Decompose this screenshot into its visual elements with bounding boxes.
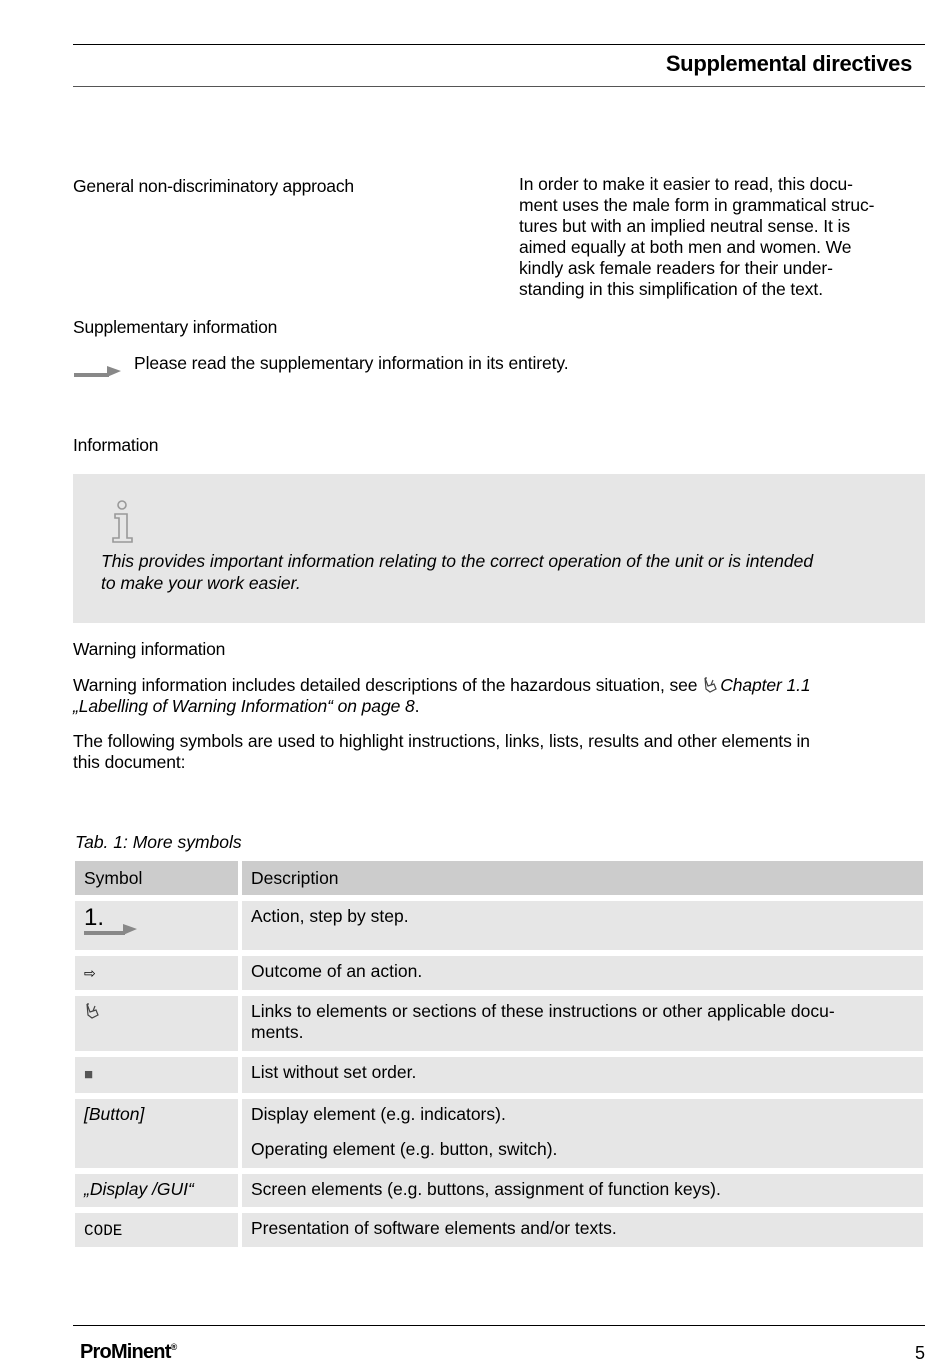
- table-header-symbol: [75, 861, 238, 895]
- display-gui-symbol-text: „Display /GUI“: [84, 1179, 194, 1199]
- header-rule-bottom: [73, 86, 925, 87]
- supplementary-heading: Supplementary information: [73, 317, 278, 337]
- general-line: standing in this simplification of the text.: [519, 279, 823, 299]
- supplementary-text: Please read the supplementary information in its entirety.: [134, 353, 569, 373]
- general-line: ment uses the male form in grammatical struc-: [519, 195, 875, 215]
- table-row-symbol: [75, 996, 238, 1051]
- description-line: List without set order.: [251, 1062, 417, 1082]
- prominent-logo: [80, 1341, 176, 1364]
- general-line: kindly ask female readers for their under-: [519, 258, 833, 278]
- table-row-description: [242, 1057, 923, 1093]
- logo-text: ProMinent: [80, 1341, 171, 1363]
- general-heading-text: General non-discriminatory approach: [73, 176, 354, 196]
- info-icon: [110, 500, 136, 544]
- description-line: Presentation of software elements and/or texts.: [251, 1218, 617, 1238]
- warning-text: Warning information includes detailed descriptions of the hazardous situation, see: [73, 675, 703, 695]
- general-line: aimed equally at both men and women. We: [519, 237, 852, 257]
- following-paragraph: [73, 731, 925, 773]
- table-row-description: [242, 1213, 923, 1247]
- warning-line-1: [73, 675, 925, 696]
- logo-registered-mark: ®: [170, 1342, 177, 1352]
- footer-rule: [73, 1325, 925, 1326]
- information-box: [73, 474, 925, 623]
- warning-heading: Warning information: [73, 639, 226, 659]
- table-row-description: [242, 901, 923, 950]
- table-row-symbol: [75, 1174, 238, 1207]
- table-row-symbol: [75, 901, 238, 950]
- table-row-description: [242, 1174, 923, 1207]
- description-line: Action, step by step.: [251, 906, 409, 926]
- description-line: Links to elements or sections of these instructions or other applicable docu-: [251, 1001, 835, 1021]
- step-number: 1.: [84, 904, 105, 931]
- table-caption: Tab. 1: More symbols: [75, 832, 242, 852]
- table-row-symbol: [75, 1057, 238, 1093]
- link-hand-icon: [702, 677, 720, 693]
- link-hand-icon: [84, 1003, 102, 1019]
- arrow-right-icon: [73, 360, 123, 380]
- information-text: [101, 550, 901, 594]
- header-symbol-text: Symbol: [84, 868, 143, 888]
- header-rule-top: [73, 44, 925, 45]
- information-line: This provides important information relating to the correct operation of the unit or is intended: [101, 551, 814, 571]
- page-number: 5: [914, 1343, 925, 1363]
- code-symbol-text: CODE: [84, 1222, 123, 1240]
- general-paragraph: [519, 174, 919, 300]
- chapter-link-title[interactable]: „Labelling of Warning Information“ on page 8: [73, 696, 415, 716]
- warning-period: .: [414, 696, 420, 716]
- general-heading: [73, 176, 354, 197]
- description-line: Screen elements (e.g. buttons, assignment of function keys).: [251, 1179, 721, 1199]
- warning-line-2: [73, 696, 925, 717]
- table-row-symbol: [75, 956, 238, 990]
- warning-paragraph: [73, 675, 925, 717]
- description-line: Outcome of an action.: [251, 961, 423, 981]
- table-row-symbol: [75, 1099, 238, 1168]
- table-header-description: [242, 861, 923, 895]
- table-row-symbol: [75, 1213, 238, 1247]
- description-line: Operating element (e.g. button, switch).: [251, 1139, 558, 1159]
- outcome-arrow-icon: ⇨: [84, 965, 96, 981]
- button-symbol-text: [Button]: [84, 1104, 145, 1124]
- information-line: to make your work easier.: [101, 573, 301, 593]
- description-line: ments.: [251, 1022, 304, 1042]
- page-header-title: Supplemental directives: [665, 51, 912, 76]
- step-arrow-icon: [83, 919, 139, 939]
- table-row-description: [242, 996, 923, 1051]
- following-line: this document:: [73, 752, 186, 772]
- information-heading: Information: [73, 435, 159, 455]
- table-row-description: [242, 956, 923, 990]
- general-line: tures but with an implied neutral sense. It is: [519, 216, 850, 236]
- general-line: In order to make it easier to read, this docu-: [519, 174, 853, 194]
- following-line: The following symbols are used to highlight instructions, links, lists, results and other elements in: [73, 731, 810, 751]
- table-row-description: [242, 1099, 923, 1168]
- chapter-link[interactable]: Chapter 1.1: [720, 675, 811, 695]
- description-line: Display element (e.g. indicators).: [251, 1104, 506, 1124]
- bullet-square-icon: ■: [84, 1066, 94, 1083]
- header-description-text: Description: [251, 868, 339, 888]
